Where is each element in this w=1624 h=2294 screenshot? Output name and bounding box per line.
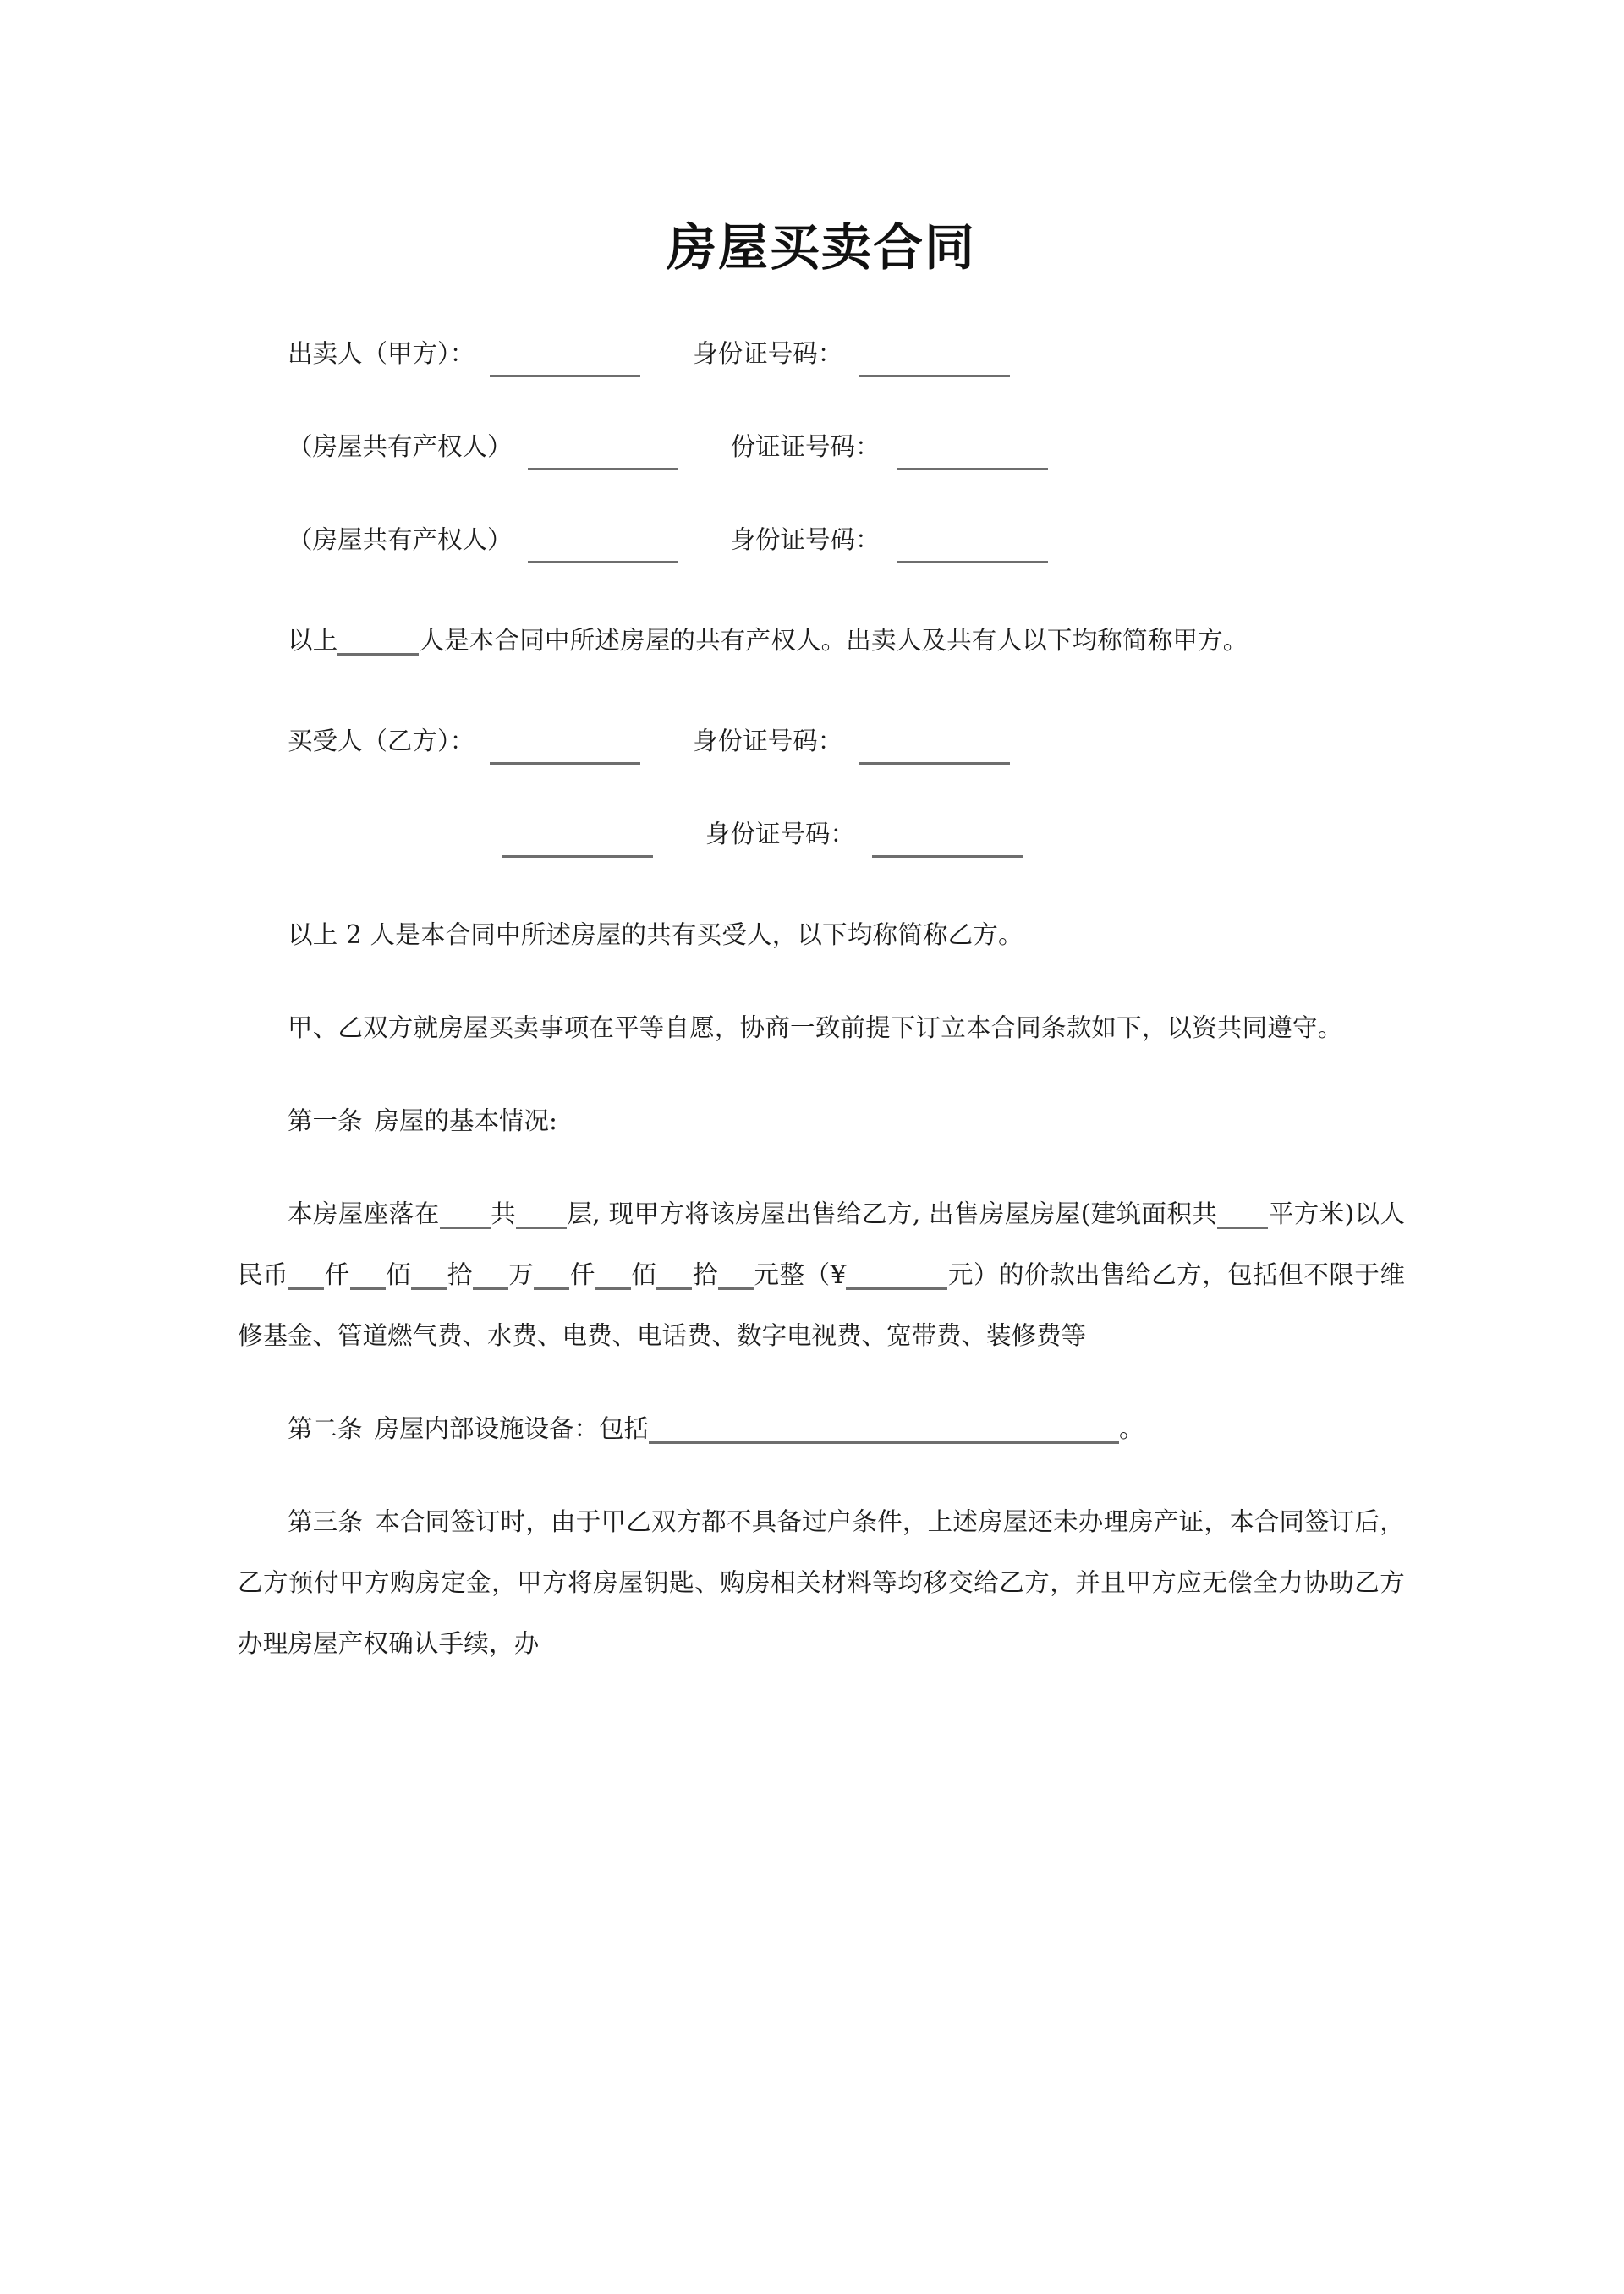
row-spacer (238, 771, 1405, 804)
clause-1-text-g: 拾 (447, 1260, 473, 1289)
clause-3-body (238, 1491, 1405, 1674)
clause-1-text-f: 佰 (385, 1260, 412, 1289)
floor-count-blank[interactable] (516, 1201, 567, 1229)
interior-facilities-blank[interactable] (649, 1416, 1119, 1444)
clause-1-text-l: 元整（¥ (754, 1260, 847, 1289)
coowner-note-paragraph (238, 610, 1405, 671)
price-shi-blank[interactable] (656, 1262, 692, 1290)
row-spacer (238, 864, 1405, 904)
row-spacer (238, 965, 1405, 997)
clause-2-trailing: 。 (1119, 1414, 1144, 1443)
clause-1-text-h: 万 (508, 1260, 535, 1289)
coowner-count-blank[interactable] (337, 628, 419, 656)
seller-name-blank[interactable] (490, 339, 640, 377)
clause-1-number: 第一条 (288, 1106, 363, 1135)
clause-1-text-d: 平方米)以人民币 (238, 1199, 1405, 1289)
price-qian-wan-blank[interactable] (288, 1262, 324, 1290)
clause-1-text-k: 拾 (692, 1260, 718, 1289)
clause-1-text-b: 共 (490, 1199, 517, 1228)
page-title: 房屋买卖合同 (666, 218, 976, 277)
coowner-name-blank-2[interactable] (528, 525, 678, 563)
clause-1-heading-text: 房屋的基本情况: (374, 1106, 557, 1135)
clause-3-number: 第三条 (288, 1507, 364, 1536)
row-spacer (238, 1366, 1405, 1398)
clause-2-number: 第二条 (288, 1414, 363, 1443)
clause-1-text-a: 本房屋座落在 (288, 1199, 440, 1228)
buyer-note-paragraph: 以上 2 人是本合同中所述房屋的共有买受人，以下均称简称乙方。 (288, 920, 1023, 949)
row-spacer (238, 477, 1405, 509)
coowner-row-2 (238, 509, 1405, 570)
buyer-label: 买受人（乙方）： (288, 727, 475, 755)
seller-id-label: 身份证号码： (693, 339, 843, 368)
price-bai-wan-blank[interactable] (350, 1262, 386, 1290)
seller-id-blank[interactable] (859, 339, 1010, 377)
coowner-id-blank-2[interactable] (897, 525, 1048, 563)
building-area-blank[interactable] (1217, 1201, 1268, 1229)
clause-3-text: 本合同签订时，由于甲乙双方都不具备过户条件，上述房屋还未办理房产证，本合同签订后，乙方预付甲方购房定金，甲方将房屋钥匙、购房相关材料等均移交给乙方，并且甲方应无偿全力协助乙方办理房屋产权确认手续，办 (238, 1507, 1406, 1658)
coowner-id-blank-1[interactable] (897, 432, 1048, 470)
price-qian-blank[interactable] (534, 1262, 569, 1290)
document-body (238, 323, 1405, 1674)
clause-2-heading-text: 房屋内部设施设备：包括 (374, 1414, 650, 1443)
clause-1-body (238, 1183, 1405, 1366)
buyer-id-label: 身份证号码： (693, 727, 843, 755)
seller-label: 出卖人（甲方）： (288, 339, 475, 368)
clause-1-heading (238, 1090, 1405, 1151)
clause-1-text-e: 仟 (324, 1260, 350, 1289)
buyer-id-blank[interactable] (859, 727, 1010, 765)
coowner-note-prefix: 以上 (288, 626, 338, 655)
buyer-id-blank-2[interactable] (872, 820, 1023, 858)
price-numeric-blank[interactable] (846, 1262, 947, 1290)
coowner-row-1 (238, 416, 1405, 477)
coowner-name-blank-1[interactable] (528, 432, 678, 470)
row-spacer (238, 384, 1405, 416)
price-shi-wan-blank[interactable] (411, 1262, 447, 1290)
price-wan-blank[interactable] (473, 1262, 508, 1290)
clause-1-text-c: 层, 现甲方将该房屋出售给乙方, 出售房屋房屋(建筑面积共 (567, 1199, 1218, 1228)
buyer-id-label-2: 身份证号码： (705, 820, 856, 848)
buyer-row-2 (238, 804, 1405, 864)
coowner-label-2: （房屋共有产权人） (288, 525, 513, 554)
coowner-id-label-2: 身份证号码： (730, 525, 881, 554)
price-yuan-blank[interactable] (718, 1262, 754, 1290)
row-spacer (238, 570, 1405, 610)
clause-1-text-m: 元）的价款出售给乙方，包括但不限于维修基金、管道燃气费、水费、电费、电话费、数字电视费、宽带费、装修费等 (238, 1260, 1405, 1350)
buyer-name-blank-2[interactable] (502, 820, 653, 858)
price-bai-blank[interactable] (595, 1262, 631, 1290)
clause-2-heading (238, 1398, 1405, 1459)
row-spacer (238, 1151, 1405, 1183)
seller-row (238, 323, 1405, 384)
coowner-id-label-1: 份证证号码： (730, 432, 881, 461)
clause-1-text-i: 仟 (569, 1260, 595, 1289)
preamble-paragraph: 甲、乙双方就房屋买卖事项在平等自愿，协商一致前提下订立本合同条款如下，以资共同遵守。 (288, 1013, 1343, 1042)
clause-1-text-j: 佰 (630, 1260, 657, 1289)
property-location-blank[interactable] (440, 1201, 491, 1229)
buyer-row (238, 711, 1405, 771)
row-spacer (238, 1459, 1405, 1491)
page-content-area (238, 0, 1405, 2294)
coowner-note-suffix: 人是本合同中所述房屋的共有产权人。出卖人及共有人以下均称简称甲方。 (419, 626, 1248, 655)
row-spacer (238, 1058, 1405, 1090)
coowner-label-1: （房屋共有产权人） (288, 432, 513, 461)
row-spacer (238, 671, 1405, 711)
buyer-name-blank[interactable] (490, 727, 640, 765)
